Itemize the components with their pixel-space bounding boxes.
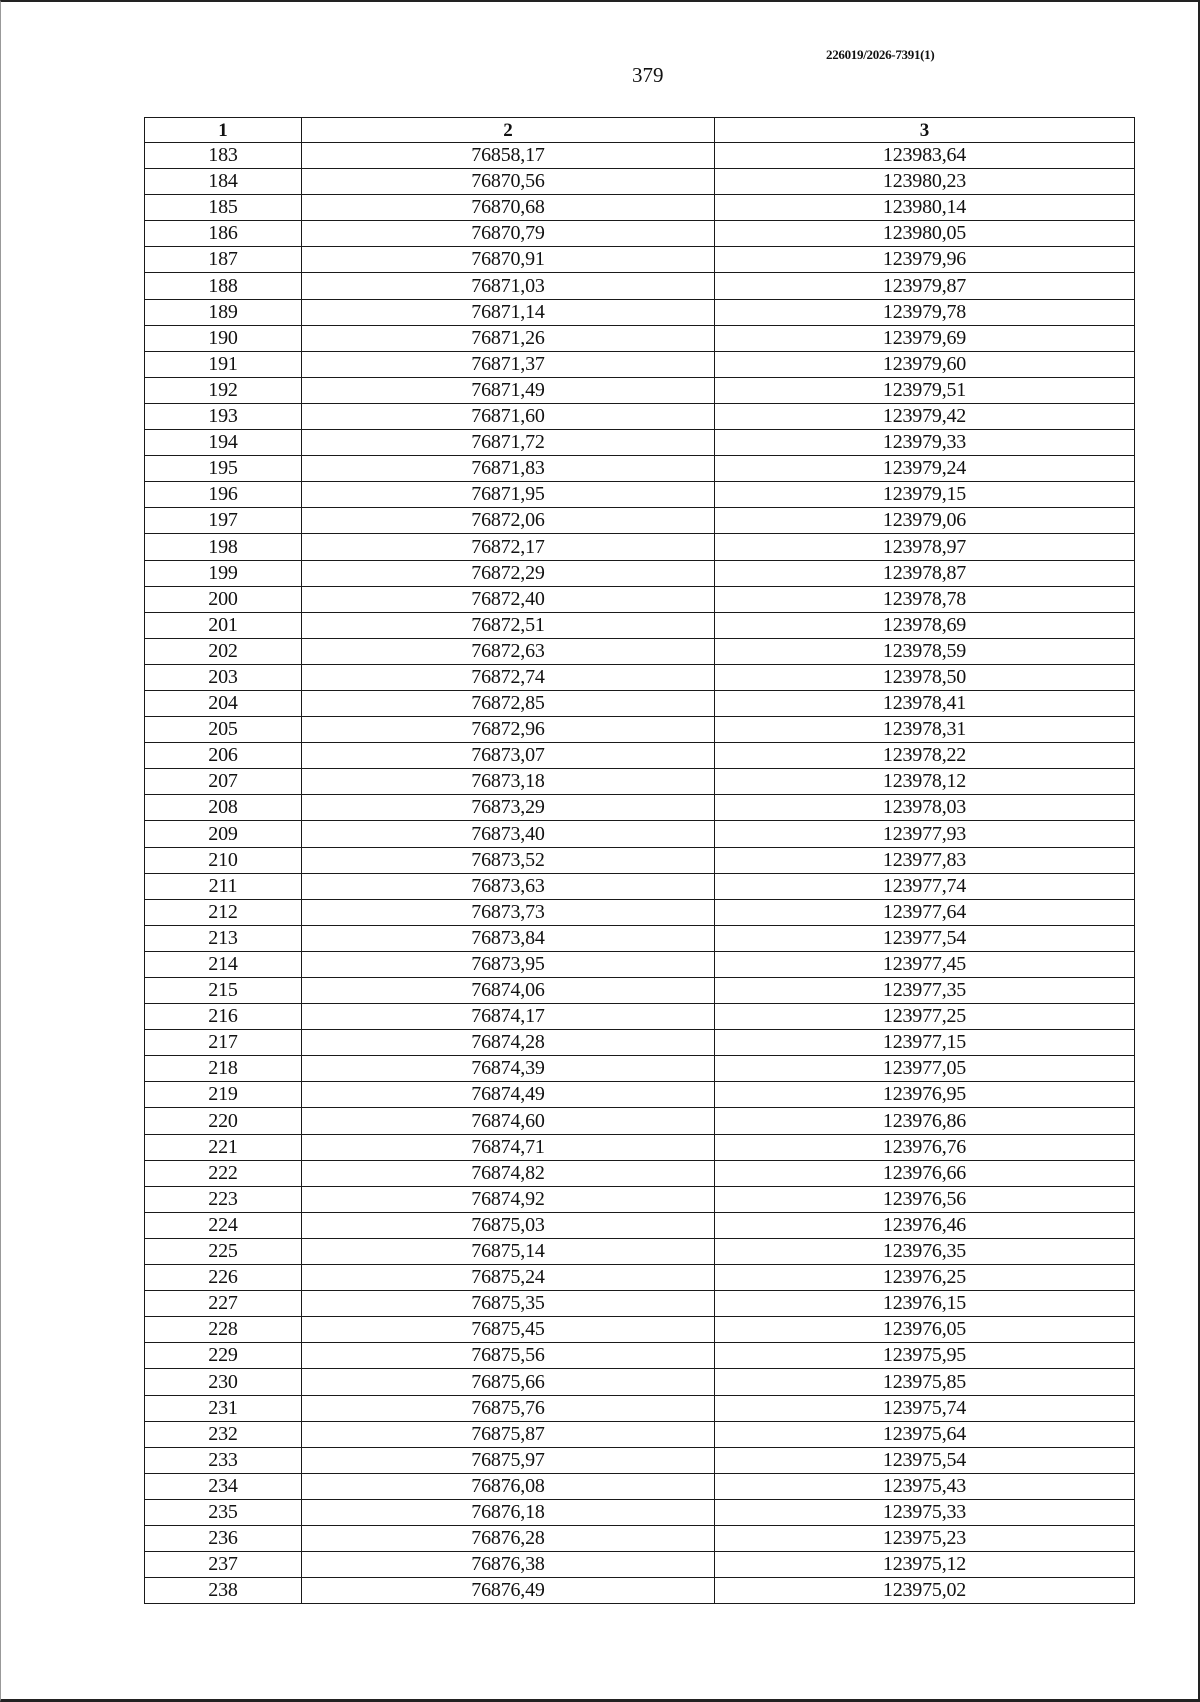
coordinate-x-cell: 76874,06 [302,978,715,1004]
point-number-cell: 215 [145,978,302,1004]
point-number-cell: 229 [145,1343,302,1369]
coordinate-y-cell: 123975,85 [715,1369,1135,1395]
coordinate-y-cell: 123977,25 [715,1004,1135,1030]
point-number-cell: 197 [145,508,302,534]
coordinate-y-cell: 123980,23 [715,169,1135,195]
coordinate-x-cell: 76858,17 [302,143,715,169]
coordinate-y-cell: 123976,05 [715,1317,1135,1343]
coordinate-x-cell: 76874,60 [302,1108,715,1134]
point-number-cell: 190 [145,325,302,351]
coordinate-y-cell: 123978,50 [715,664,1135,690]
coordinate-y-cell: 123979,33 [715,430,1135,456]
coordinate-y-cell: 123976,25 [715,1265,1135,1291]
point-number-cell: 234 [145,1473,302,1499]
point-number-cell: 218 [145,1056,302,1082]
table-row [145,925,1135,951]
table-row [145,612,1135,638]
table-row [145,899,1135,925]
coordinate-y-cell: 123980,14 [715,195,1135,221]
table-row [145,325,1135,351]
coordinate-x-cell: 76872,85 [302,690,715,716]
point-number-cell: 207 [145,769,302,795]
table-row [145,1317,1135,1343]
coordinate-y-cell: 123978,87 [715,560,1135,586]
coordinate-y-cell: 123977,05 [715,1056,1135,1082]
table-row [145,247,1135,273]
coordinate-x-cell: 76873,73 [302,899,715,925]
table-row [145,586,1135,612]
point-number-cell: 222 [145,1160,302,1186]
table-row [145,1082,1135,1108]
coordinate-x-cell: 76875,03 [302,1212,715,1238]
coordinate-x-cell: 76871,49 [302,377,715,403]
coordinate-x-cell: 76874,28 [302,1030,715,1056]
table-row [145,1395,1135,1421]
table-row [145,1369,1135,1395]
point-number-cell: 232 [145,1421,302,1447]
table-row [145,1108,1135,1134]
coordinate-x-cell: 76870,68 [302,195,715,221]
coordinate-y-cell: 123976,56 [715,1186,1135,1212]
coordinate-y-cell: 123977,83 [715,847,1135,873]
table-row [145,143,1135,169]
coordinate-y-cell: 123979,24 [715,456,1135,482]
coordinate-x-cell: 76875,56 [302,1343,715,1369]
coordinate-y-cell: 123978,12 [715,769,1135,795]
coordinate-y-cell: 123978,31 [715,717,1135,743]
table-row [145,743,1135,769]
coordinate-x-cell: 76872,40 [302,586,715,612]
coordinate-x-cell: 76873,84 [302,925,715,951]
coordinate-x-cell: 76874,71 [302,1134,715,1160]
table-row [145,769,1135,795]
table-row [145,1552,1135,1578]
point-number-cell: 188 [145,273,302,299]
coordinate-x-cell: 76873,07 [302,743,715,769]
coordinate-x-cell: 76870,79 [302,221,715,247]
coordinate-x-cell: 76872,06 [302,508,715,534]
header-row [145,118,1135,143]
table-row [145,1343,1135,1369]
coordinate-x-cell: 76871,37 [302,351,715,377]
coordinate-y-cell: 123975,95 [715,1343,1135,1369]
coordinate-x-cell: 76871,60 [302,403,715,429]
coordinate-y-cell: 123979,87 [715,273,1135,299]
point-number-cell: 193 [145,403,302,429]
column-header-2: 2 [302,118,715,143]
point-number-cell: 194 [145,430,302,456]
table-row [145,847,1135,873]
point-number-cell: 186 [145,221,302,247]
table-header [145,118,1135,143]
point-number-cell: 235 [145,1499,302,1525]
table-row [145,351,1135,377]
coordinate-y-cell: 123979,06 [715,508,1135,534]
table-row [145,638,1135,664]
coordinate-x-cell: 76874,92 [302,1186,715,1212]
document-reference: 226019/2026-7391(1) [826,47,935,62]
coordinate-y-cell: 123977,64 [715,899,1135,925]
coordinate-y-cell: 123978,41 [715,690,1135,716]
coordinate-y-cell: 123977,93 [715,821,1135,847]
coordinate-y-cell: 123979,60 [715,351,1135,377]
point-number-cell: 209 [145,821,302,847]
table-row [145,821,1135,847]
coordinate-x-cell: 76874,39 [302,1056,715,1082]
coordinate-x-cell: 76874,17 [302,1004,715,1030]
coordinate-y-cell: 123978,97 [715,534,1135,560]
coordinate-x-cell: 76876,18 [302,1499,715,1525]
table-row [145,1473,1135,1499]
table-row [145,508,1135,534]
point-number-cell: 226 [145,1265,302,1291]
point-number-cell: 227 [145,1291,302,1317]
coordinate-y-cell: 123978,59 [715,638,1135,664]
coordinate-x-cell: 76875,97 [302,1447,715,1473]
table-row [145,221,1135,247]
coordinate-y-cell: 123975,12 [715,1552,1135,1578]
table-row [145,403,1135,429]
coordinate-x-cell: 76870,56 [302,169,715,195]
point-number-cell: 224 [145,1212,302,1238]
point-number-cell: 219 [145,1082,302,1108]
table-row [145,951,1135,977]
table-row [145,560,1135,586]
table-row [145,1238,1135,1264]
table-row [145,664,1135,690]
coordinate-x-cell: 76875,14 [302,1238,715,1264]
coordinate-y-cell: 123978,22 [715,743,1135,769]
coordinate-y-cell: 123983,64 [715,143,1135,169]
coordinate-x-cell: 76876,38 [302,1552,715,1578]
coordinate-y-cell: 123979,69 [715,325,1135,351]
table-row [145,1525,1135,1551]
coordinate-y-cell: 123976,76 [715,1134,1135,1160]
table-row [145,1447,1135,1473]
coordinate-x-cell: 76875,24 [302,1265,715,1291]
point-number-cell: 217 [145,1030,302,1056]
point-number-cell: 189 [145,299,302,325]
point-number-cell: 216 [145,1004,302,1030]
point-number-cell: 214 [145,951,302,977]
coordinate-y-cell: 123975,64 [715,1421,1135,1447]
coordinate-x-cell: 76874,82 [302,1160,715,1186]
coordinate-y-cell: 123975,33 [715,1499,1135,1525]
coordinate-x-cell: 76871,95 [302,482,715,508]
coordinate-x-cell: 76872,74 [302,664,715,690]
table-row [145,195,1135,221]
coordinate-y-cell: 123977,74 [715,873,1135,899]
point-number-cell: 211 [145,873,302,899]
table-row [145,717,1135,743]
point-number-cell: 184 [145,169,302,195]
coordinate-y-cell: 123977,35 [715,978,1135,1004]
table-row [145,1134,1135,1160]
table-row [145,873,1135,899]
coordinate-y-cell: 123975,74 [715,1395,1135,1421]
coordinate-x-cell: 76873,29 [302,795,715,821]
coordinate-y-cell: 123978,69 [715,612,1135,638]
coordinate-x-cell: 76871,26 [302,325,715,351]
coordinate-y-cell: 123976,15 [715,1291,1135,1317]
point-number-cell: 237 [145,1552,302,1578]
table-row [145,1421,1135,1447]
coordinate-x-cell: 76875,45 [302,1317,715,1343]
coordinate-x-cell: 76873,63 [302,873,715,899]
page-number: 379 [632,63,664,87]
point-number-cell: 213 [145,925,302,951]
table-row [145,1578,1135,1604]
table-row [145,299,1135,325]
coordinate-x-cell: 76876,08 [302,1473,715,1499]
table-row [145,1499,1135,1525]
coordinate-y-cell: 123978,78 [715,586,1135,612]
coordinate-y-cell: 123976,95 [715,1082,1135,1108]
table-row [145,1004,1135,1030]
coordinate-x-cell: 76873,40 [302,821,715,847]
coordinate-y-cell: 123979,42 [715,403,1135,429]
coordinate-x-cell: 76872,29 [302,560,715,586]
point-number-cell: 200 [145,586,302,612]
coordinate-x-cell: 76871,14 [302,299,715,325]
point-number-cell: 223 [145,1186,302,1212]
coordinate-x-cell: 76873,18 [302,769,715,795]
coordinate-y-cell: 123975,23 [715,1525,1135,1551]
coordinate-x-cell: 76872,51 [302,612,715,638]
coordinate-y-cell: 123979,51 [715,377,1135,403]
table-row [145,1265,1135,1291]
coordinate-y-cell: 123978,03 [715,795,1135,821]
table-row [145,534,1135,560]
table-row [145,1212,1135,1238]
point-number-cell: 191 [145,351,302,377]
point-number-cell: 185 [145,195,302,221]
coordinate-y-cell: 123979,96 [715,247,1135,273]
point-number-cell: 210 [145,847,302,873]
point-number-cell: 204 [145,690,302,716]
table-row [145,1160,1135,1186]
point-number-cell: 220 [145,1108,302,1134]
point-number-cell: 205 [145,717,302,743]
coordinate-y-cell: 123975,43 [715,1473,1135,1499]
point-number-cell: 238 [145,1578,302,1604]
coordinate-y-cell: 123977,54 [715,925,1135,951]
point-number-cell: 183 [145,143,302,169]
table-row [145,430,1135,456]
table-row [145,795,1135,821]
coordinate-y-cell: 123975,54 [715,1447,1135,1473]
point-number-cell: 198 [145,534,302,560]
table-row [145,1186,1135,1212]
table-body [145,143,1135,1604]
coordinate-y-cell: 123976,86 [715,1108,1135,1134]
coordinate-y-cell: 123979,15 [715,482,1135,508]
coordinate-x-cell: 76875,35 [302,1291,715,1317]
coordinate-x-cell: 76876,49 [302,1578,715,1604]
point-number-cell: 187 [145,247,302,273]
coordinate-y-cell: 123977,15 [715,1030,1135,1056]
point-number-cell: 208 [145,795,302,821]
table-row [145,273,1135,299]
coordinate-y-cell: 123979,78 [715,299,1135,325]
coordinate-y-cell: 123976,35 [715,1238,1135,1264]
column-header-1: 1 [145,118,302,143]
coordinate-x-cell: 76870,91 [302,247,715,273]
coordinate-x-cell: 76875,66 [302,1369,715,1395]
coordinate-x-cell: 76874,49 [302,1082,715,1108]
coordinate-x-cell: 76876,28 [302,1525,715,1551]
point-number-cell: 212 [145,899,302,925]
point-number-cell: 221 [145,1134,302,1160]
column-header-3: 3 [715,118,1135,143]
coordinate-x-cell: 76875,87 [302,1421,715,1447]
coordinates-table [144,117,1135,1604]
coordinate-x-cell: 76873,95 [302,951,715,977]
point-number-cell: 206 [145,743,302,769]
point-number-cell: 192 [145,377,302,403]
coordinate-x-cell: 76872,63 [302,638,715,664]
point-number-cell: 202 [145,638,302,664]
coordinate-x-cell: 76871,72 [302,430,715,456]
coordinate-x-cell: 76871,03 [302,273,715,299]
point-number-cell: 196 [145,482,302,508]
coordinate-y-cell: 123976,66 [715,1160,1135,1186]
coordinate-x-cell: 76875,76 [302,1395,715,1421]
coordinate-y-cell: 123980,05 [715,221,1135,247]
table-row [145,1030,1135,1056]
coordinate-x-cell: 76872,96 [302,717,715,743]
point-number-cell: 233 [145,1447,302,1473]
coordinate-y-cell: 123976,46 [715,1212,1135,1238]
point-number-cell: 195 [145,456,302,482]
table-row [145,377,1135,403]
point-number-cell: 199 [145,560,302,586]
point-number-cell: 230 [145,1369,302,1395]
table-row [145,978,1135,1004]
point-number-cell: 203 [145,664,302,690]
coordinate-x-cell: 76872,17 [302,534,715,560]
point-number-cell: 228 [145,1317,302,1343]
table-row [145,482,1135,508]
table-row [145,1291,1135,1317]
point-number-cell: 201 [145,612,302,638]
table-row [145,690,1135,716]
table-row [145,456,1135,482]
coordinate-y-cell: 123977,45 [715,951,1135,977]
table-row [145,1056,1135,1082]
point-number-cell: 231 [145,1395,302,1421]
point-number-cell: 225 [145,1238,302,1264]
table-row [145,169,1135,195]
point-number-cell: 236 [145,1525,302,1551]
coordinate-y-cell: 123975,02 [715,1578,1135,1604]
coordinate-x-cell: 76871,83 [302,456,715,482]
coordinate-x-cell: 76873,52 [302,847,715,873]
